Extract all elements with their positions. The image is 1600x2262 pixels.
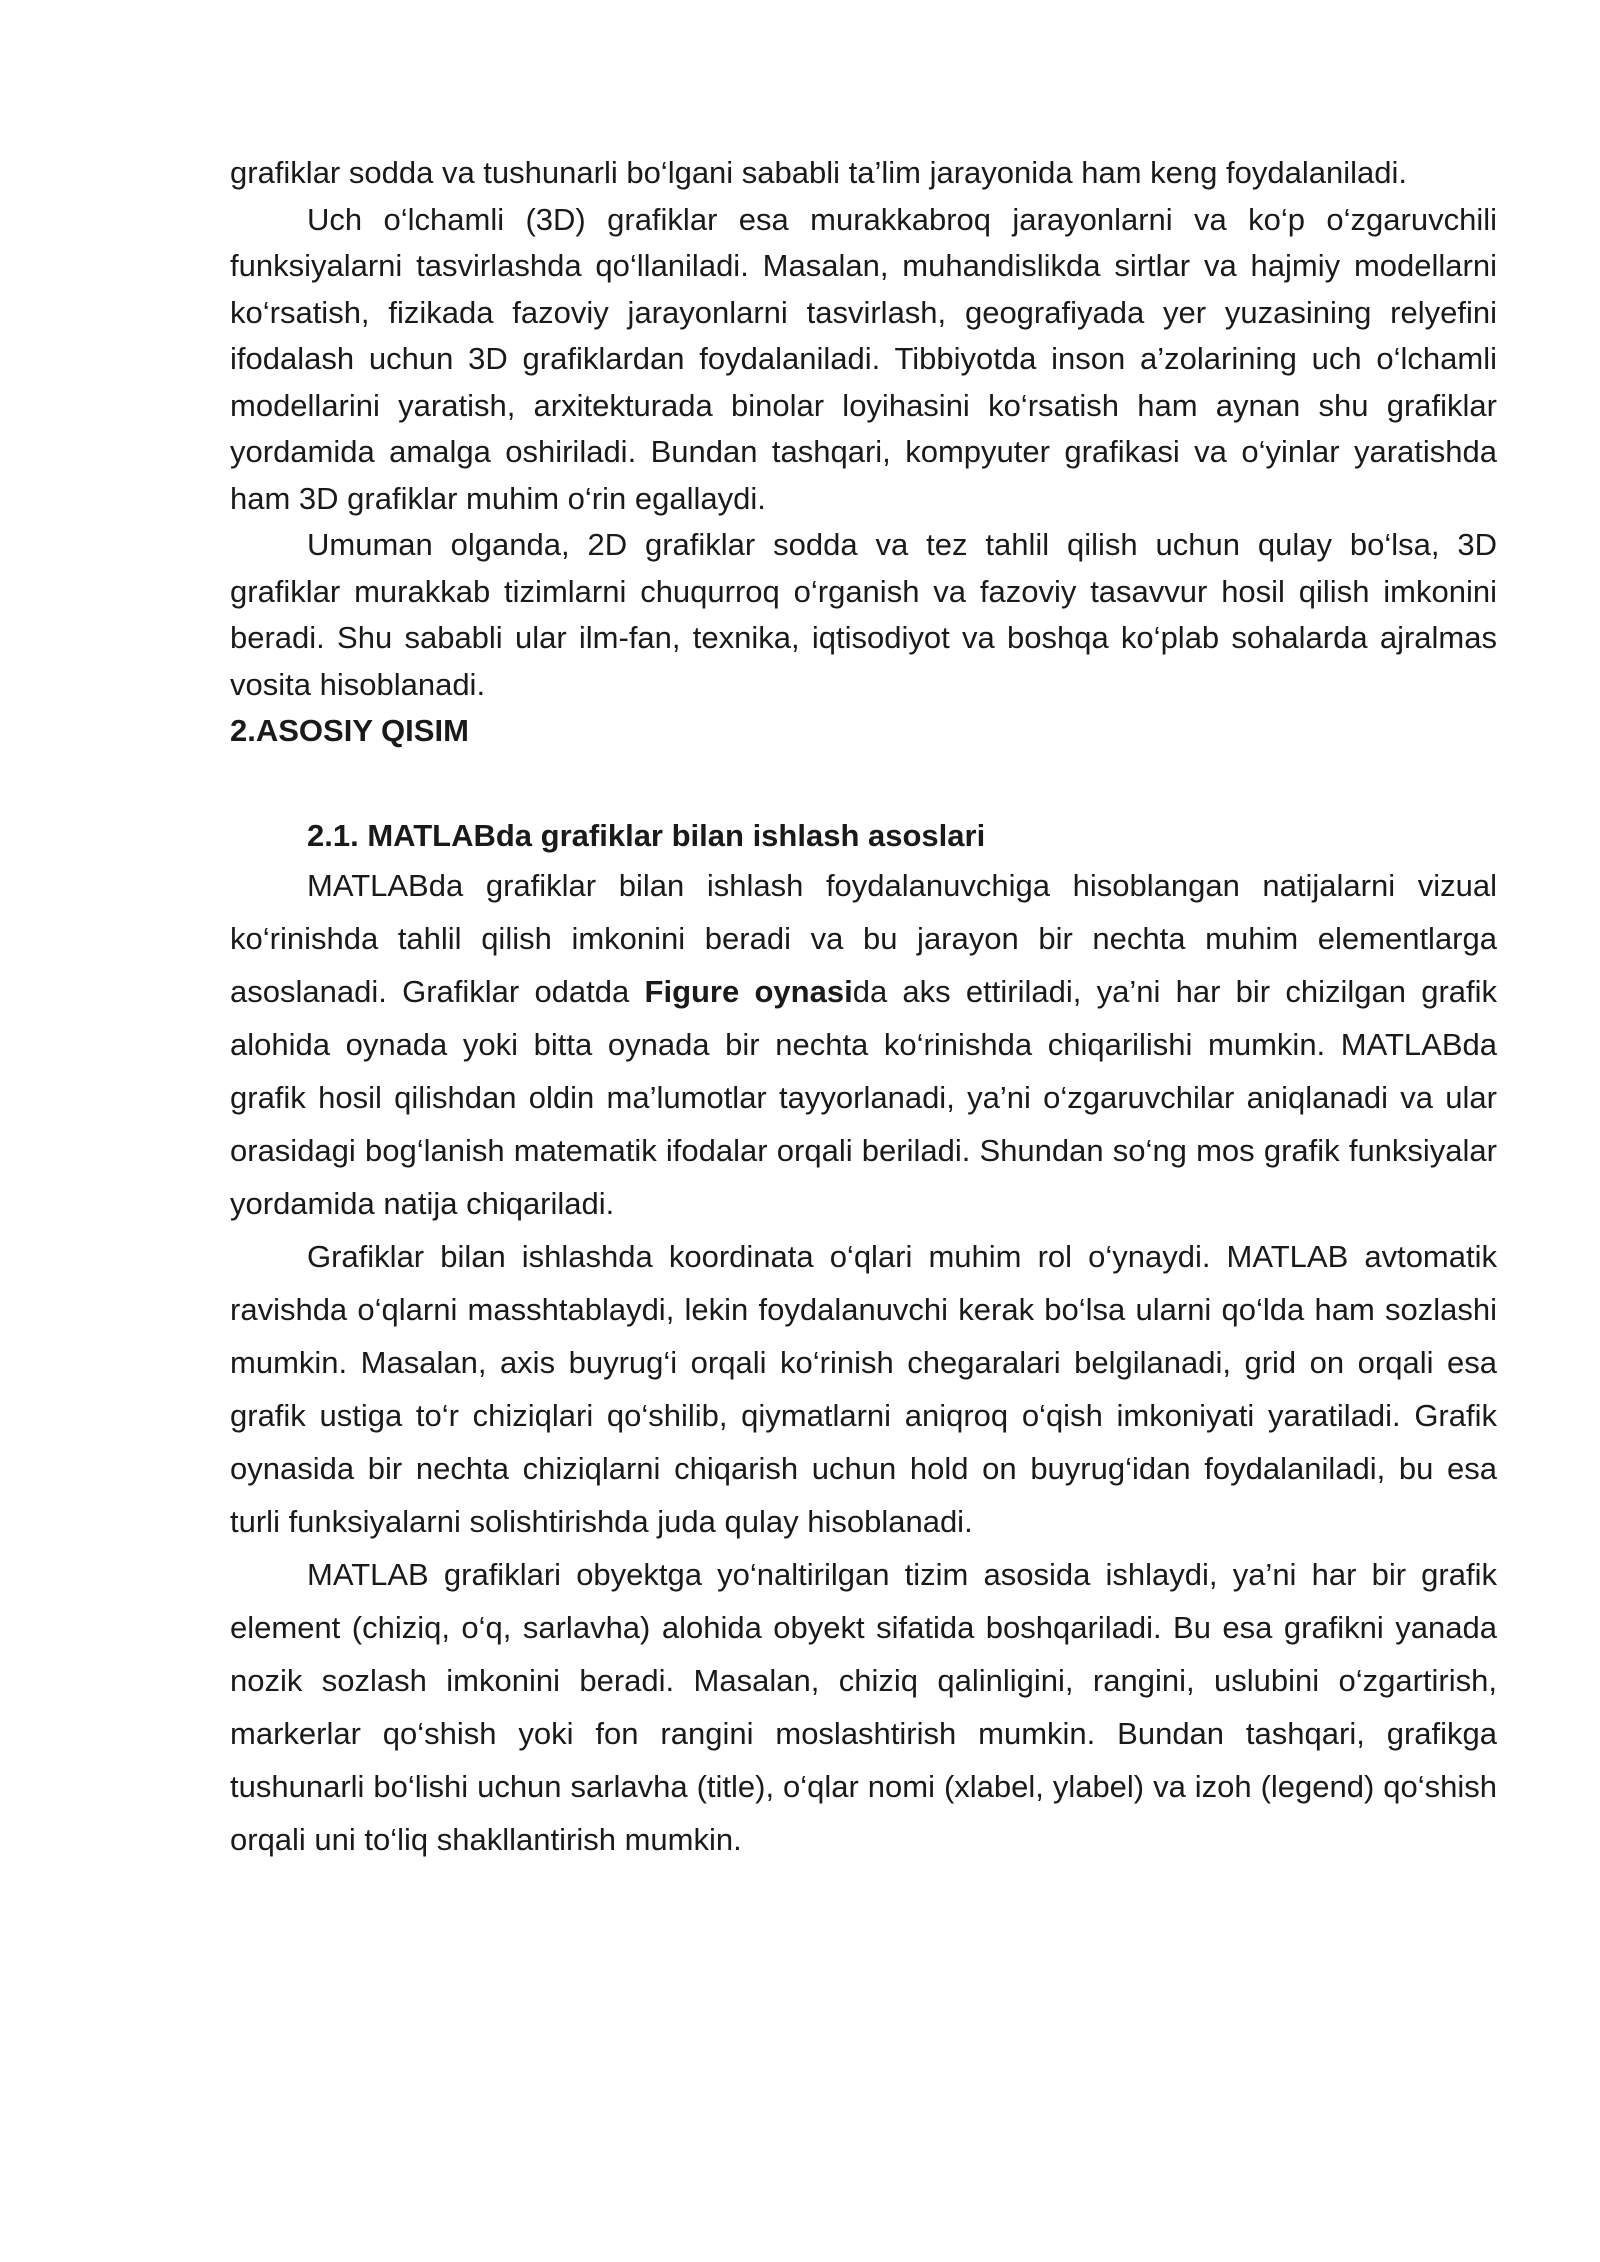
intro-paragraph-1: grafiklar sodda va tushunarli bo‘lgani sababli ta’lim jarayonida ham keng foydalaniladi. (230, 155, 1407, 190)
intro-section (230, 150, 1497, 708)
body-paragraph-1 (230, 859, 1497, 1230)
body-paragraph-2: Grafiklar bilan ishlashda koordinata o‘qlari muhim rol o‘ynaydi. MATLAB avtomatik ravishda o‘qlarni masshtablaydi, lekin foydalanuvchi kerak bo‘lsa ularni qo‘lda ham sozlashi mumkin. Masalan, axis buyrug‘i orqali ko‘rinish chegaralari belgilanadi, grid on orqali esa grafik ustiga to‘r chiziqlari qo‘shilib, qiymatlarni aniqroq o‘qish imkoniyati yaratiladi. Grafik oynasida bir nechta chiziqlarni chiqarish uchun hold on buyrug‘idan foydalaniladi, bu esa turli funksiyalarni solishtirishda juda qulay hisoblanadi. (230, 1239, 1497, 1539)
body-paragraph-1-text-end: da aks ettiriladi, ya’ni har bir chizilgan grafik alohida oynada yoki bitta oynada bir nechta ko‘rinishda chiqarilishi mumkin. MATLABda grafik hosil qilishdan oldin ma’lumotlar tayyorlanadi, ya’ni o‘zgaruvchilar aniqlanadi va ular orasidagi bog‘lanish matematik ifodalar orqali beriladi. Shundan so‘ng mos grafik funksiyalar yordamida natija chiqariladi. (230, 974, 1498, 1221)
section-heading: 2.ASOSIY QISIM (230, 713, 469, 748)
page-content (230, 150, 1497, 1866)
figure-window-term: Figure oynasi (644, 974, 853, 1009)
subsection-heading: 2.1. MATLABda grafiklar bilan ishlash asoslari (307, 817, 986, 853)
subsection-body (230, 859, 1497, 1866)
body-paragraph-1-text-start: MATLABda grafiklar bilan ishlash foydalanuvchiga hisoblangan natijalarni vizual ko‘rinishda tahlil qilish imkonini beradi va bu jarayon bir nechta muhim elementlarga asoslanadi. Grafiklar odatda (230, 868, 1497, 1009)
body-paragraph-3: MATLAB grafiklari obyektga yo‘naltirilgan tizim asosida ishlaydi, ya’ni har bir grafik element (chiziq, o‘q, sarlavha) alohida obyekt sifatida boshqariladi. Bu esa grafikni yanada nozik sozlash imkonini beradi. Masalan, chiziq qalinligini, rangini, uslubini o‘zgartirish, markerlar qo‘shish yoki fon rangini moslashtirish mumkin. Bundan tashqari, grafikga tushunarli bo‘lishi uchun sarlavha (title), o‘qlar nomi (xlabel, ylabel) va izoh (legend) qo‘shish orqali uni to‘liq shakllantirish mumkin. (230, 1557, 1497, 1857)
intro-paragraph-2: Uch o‘lchamli (3D) grafiklar esa murakkabroq jarayonlarni va ko‘p o‘zgaruvchili funksiyalarni tasvirlashda qo‘llaniladi. Masalan, muhandislikda sirtlar va hajmiy modellarni ko‘rsatish, fizikada fazoviy jarayonlarni tasvirlash, geografiyada yer yuzasining relyefini ifodalash uchun 3D grafiklardan foydalaniladi. Tibbiyotda inson a’zolarining uch o‘lchamli modellarini yaratish, arxitekturada binolar loyihasini ko‘rsatish ham aynan shu grafiklar yordamida amalga oshiriladi. Bundan tashqari, kompyuter grafikasi va o‘yinlar yaratishda ham 3D grafiklar muhim o‘rin egallaydi. (230, 201, 1497, 516)
intro-paragraph-3: Umuman olganda, 2D grafiklar sodda va tez tahlil qilish uchun qulay bo‘lsa, 3D grafiklar murakkab tizimlarni chuqurroq o‘rganish va fazoviy tasavvur hosil qilish imkonini beradi. Shu sababli ular ilm-fan, texnika, iqtisodiyot va boshqa ko‘plab sohalarda ajralmas vosita hisoblanadi. (230, 527, 1497, 702)
